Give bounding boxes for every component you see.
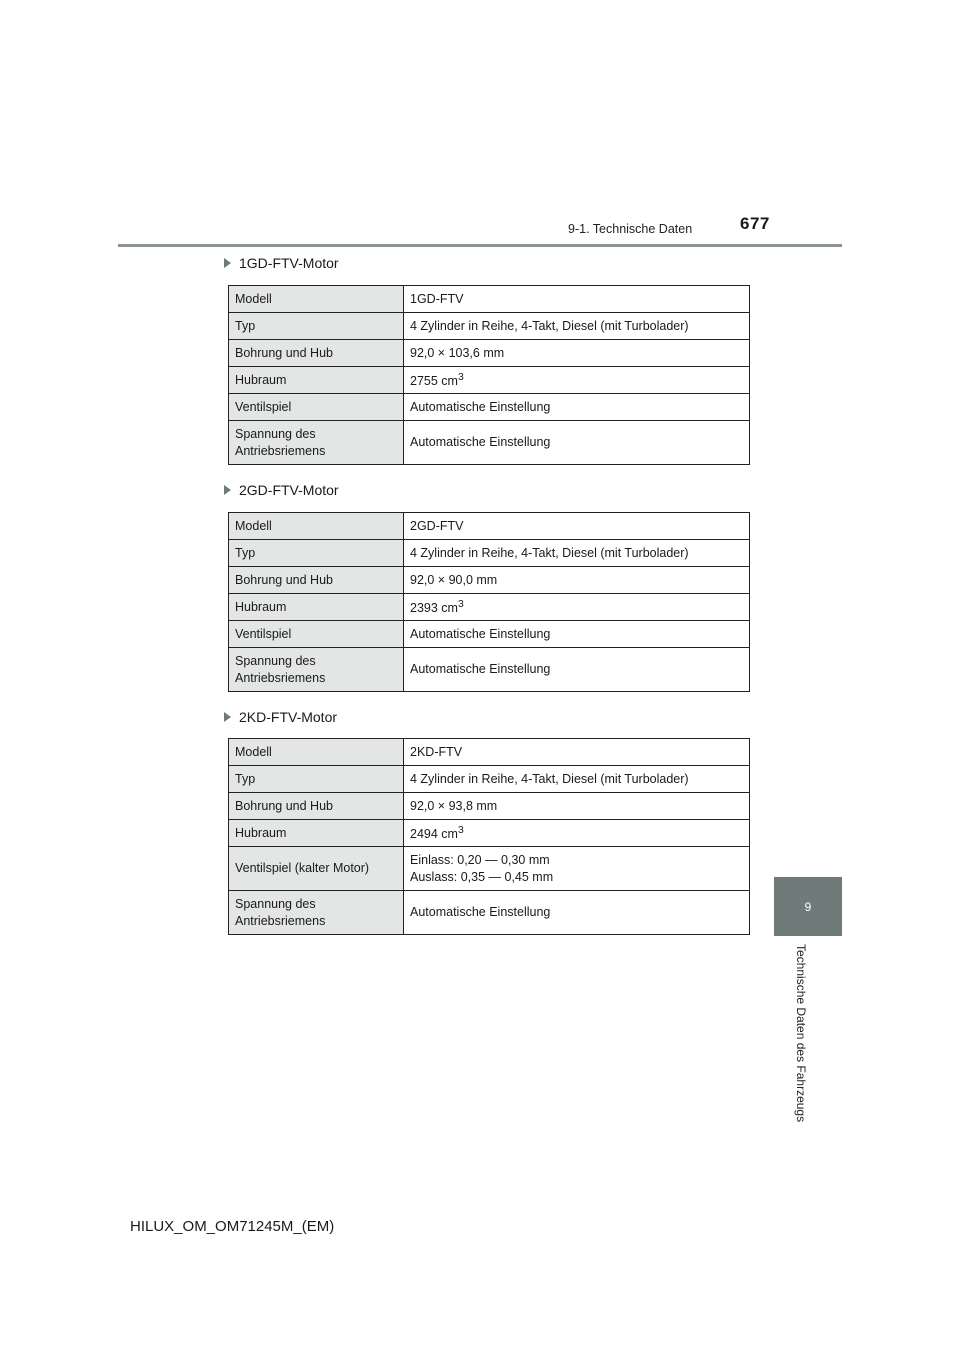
chapter-tab	[774, 877, 842, 936]
arrow-icon	[224, 712, 231, 722]
arrow-icon	[224, 485, 231, 495]
row-value: 92,0 × 93,8 mm	[404, 793, 750, 820]
row-key: Modell	[229, 739, 404, 766]
spec-table	[228, 512, 750, 692]
table-row	[229, 648, 750, 692]
section-header: 9-1. Technische Daten	[568, 222, 693, 236]
superscript: 3	[457, 372, 464, 384]
table-row	[229, 820, 750, 847]
table-row	[229, 540, 750, 567]
table-row	[229, 513, 750, 540]
chapter-title: Technische Daten des Fahrzeugs	[794, 944, 808, 1123]
footer-doc-id: HILUX_OM_OM71245M_(EM)	[130, 1218, 335, 1235]
row-key: Ventilspiel	[229, 394, 404, 421]
row-key: Modell	[229, 286, 404, 313]
superscript: 3	[457, 825, 464, 837]
value-text: 2393 cm	[410, 601, 458, 616]
row-key: Bohrung und Hub	[229, 793, 404, 820]
row-key: Hubraum	[229, 594, 404, 621]
row-key: Hubraum	[229, 820, 404, 847]
row-value: 1GD-FTV	[404, 286, 750, 313]
row-value: 92,0 × 103,6 mm	[404, 340, 750, 367]
table-row	[229, 394, 750, 421]
row-value	[404, 820, 750, 847]
engine-heading	[224, 255, 339, 271]
row-value: 4 Zylinder in Reihe, 4-Takt, Diesel (mit Turbolader)	[404, 313, 750, 340]
value-line: Einlass: 0,20 — 0,30 mm	[410, 852, 550, 867]
row-value	[404, 367, 750, 394]
table-row	[229, 313, 750, 340]
table-row	[229, 891, 750, 935]
row-value	[404, 594, 750, 621]
key-line: Antriebsriemens	[235, 913, 326, 928]
row-value	[404, 847, 750, 891]
engine-heading-label: 2KD-FTV-Motor	[239, 709, 338, 725]
row-value: Automatische Einstellung	[404, 394, 750, 421]
row-key: Modell	[229, 513, 404, 540]
row-key: Typ	[229, 540, 404, 567]
arrow-icon	[224, 258, 231, 268]
header-rule	[118, 244, 842, 247]
row-key: Typ	[229, 766, 404, 793]
table-row	[229, 739, 750, 766]
value-line: Auslass: 0,35 — 0,45 mm	[410, 869, 554, 884]
row-key: Bohrung und Hub	[229, 567, 404, 594]
row-key: Hubraum	[229, 367, 404, 394]
key-line: Antriebsriemens	[235, 443, 326, 458]
key-line: Spannung des	[235, 896, 316, 911]
page-number: 677	[740, 214, 770, 233]
engine-heading-label: 1GD-FTV-Motor	[239, 255, 339, 271]
row-key: Ventilspiel (kalter Motor)	[229, 847, 404, 891]
row-key: Typ	[229, 313, 404, 340]
row-value: Automatische Einstellung	[404, 648, 750, 692]
engine-heading	[224, 482, 339, 498]
table-row	[229, 340, 750, 367]
value-text: 2755 cm	[410, 374, 458, 389]
spec-table	[228, 738, 750, 935]
table-row	[229, 286, 750, 313]
row-key	[229, 421, 404, 465]
superscript: 3	[457, 599, 464, 611]
engine-heading	[224, 709, 337, 725]
table-row	[229, 847, 750, 891]
row-value: 4 Zylinder in Reihe, 4-Takt, Diesel (mit Turbolader)	[404, 540, 750, 567]
row-value: 2GD-FTV	[404, 513, 750, 540]
row-value: 4 Zylinder in Reihe, 4-Takt, Diesel (mit Turbolader)	[404, 766, 750, 793]
row-key: Bohrung und Hub	[229, 340, 404, 367]
row-value: Automatische Einstellung	[404, 891, 750, 935]
key-line: Spannung des	[235, 426, 316, 441]
table-row	[229, 567, 750, 594]
table-row	[229, 793, 750, 820]
row-value: Automatische Einstellung	[404, 621, 750, 648]
row-key	[229, 891, 404, 935]
row-key	[229, 648, 404, 692]
table-row	[229, 421, 750, 465]
key-line: Spannung des	[235, 653, 316, 668]
key-line: Antriebsriemens	[235, 670, 326, 685]
row-value: Automatische Einstellung	[404, 421, 750, 465]
table-row	[229, 367, 750, 394]
engine-heading-label: 2GD-FTV-Motor	[239, 482, 339, 498]
spec-table	[228, 285, 750, 465]
value-text: 2494 cm	[410, 827, 458, 842]
row-value: 92,0 × 90,0 mm	[404, 567, 750, 594]
table-row	[229, 766, 750, 793]
chapter-number: 9	[804, 899, 812, 914]
row-value: 2KD-FTV	[404, 739, 750, 766]
table-row	[229, 594, 750, 621]
table-row	[229, 621, 750, 648]
row-key: Ventilspiel	[229, 621, 404, 648]
